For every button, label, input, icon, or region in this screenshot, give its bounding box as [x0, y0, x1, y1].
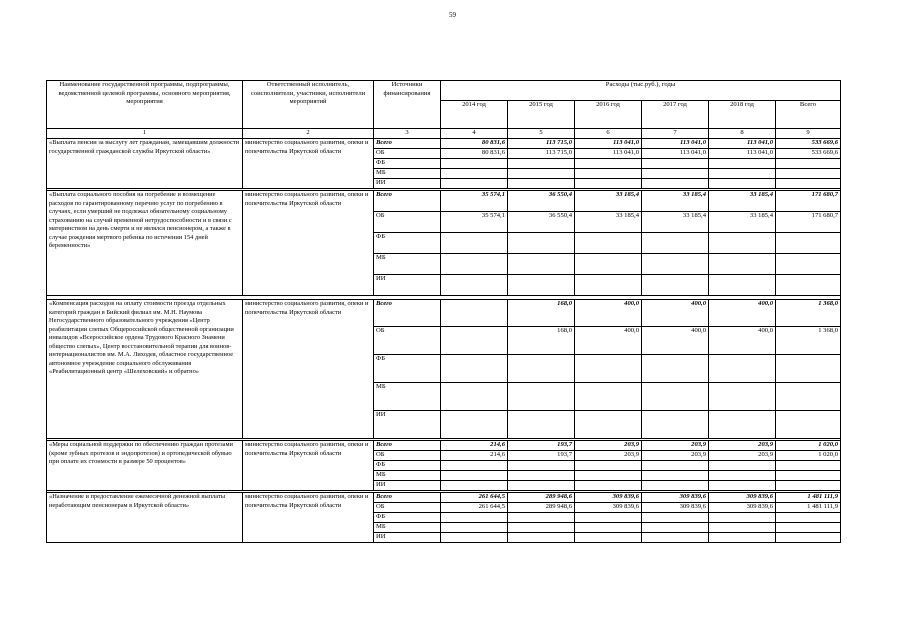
year-value	[642, 461, 709, 471]
year-value	[575, 523, 642, 533]
year-value	[441, 523, 508, 533]
year-value	[575, 159, 642, 169]
column-number: 2	[243, 129, 374, 139]
funding-source: МБ	[374, 523, 441, 533]
year-value	[508, 533, 575, 543]
funding-source: ИИ	[374, 481, 441, 491]
year-value: 203,9	[709, 441, 776, 451]
year-value	[441, 179, 508, 189]
year-value: 36 550,4	[508, 212, 575, 233]
year-value	[508, 254, 575, 275]
year-value	[642, 523, 709, 533]
table-row	[47, 300, 841, 327]
year-value: 35 574,1	[441, 212, 508, 233]
header-year: 2017 год	[642, 101, 709, 129]
total-value	[776, 179, 841, 189]
funding-source: Всего	[374, 441, 441, 451]
year-value: 203,9	[709, 451, 776, 461]
total-value	[776, 169, 841, 179]
funding-source: МБ	[374, 383, 441, 411]
year-value	[441, 159, 508, 169]
year-value	[709, 355, 776, 383]
year-value: 289 948,6	[508, 503, 575, 513]
total-value: 1 368,0	[776, 300, 841, 327]
year-value	[441, 471, 508, 481]
total-value	[776, 254, 841, 275]
activity-responsible: министерство социального развития, опеки и попечительства Иркутской области	[243, 441, 374, 491]
total-value: 1 481 111,9	[776, 493, 841, 503]
year-value: 261 644,5	[441, 493, 508, 503]
year-value	[441, 355, 508, 383]
total-value	[776, 411, 841, 439]
year-value: 80 831,6	[441, 139, 508, 149]
total-value: 533 669,6	[776, 139, 841, 149]
funding-source: Всего	[374, 300, 441, 327]
year-value: 113 041,0	[642, 149, 709, 159]
year-value	[709, 513, 776, 523]
funding-source: ИИ	[374, 179, 441, 189]
year-value: 33 185,4	[642, 191, 709, 212]
year-value: 168,0	[508, 327, 575, 355]
year-value	[709, 179, 776, 189]
funding-source: ИИ	[374, 533, 441, 543]
expenses-table	[46, 80, 841, 543]
year-value	[575, 471, 642, 481]
activity-name: «Выплата пенсии за выслугу лет гражданам, замещавшим должности государственной гражданской службы Иркутской области»	[47, 139, 243, 189]
total-value	[776, 355, 841, 383]
year-value	[709, 275, 776, 296]
funding-source: Всего	[374, 191, 441, 212]
total-value	[776, 159, 841, 169]
activity-name: «Назначение и предоставление ежемесячной денежной выплаты неработающим пенсионерам в Иркутской области»	[47, 493, 243, 543]
year-value: 400,0	[709, 300, 776, 327]
funding-source: ОБ	[374, 149, 441, 159]
total-value: 171 680,7	[776, 212, 841, 233]
total-value: 1 481 111,9	[776, 503, 841, 513]
year-value: 113 041,0	[575, 149, 642, 159]
year-value: 33 185,4	[575, 191, 642, 212]
total-value	[776, 275, 841, 296]
year-value	[575, 254, 642, 275]
total-value	[776, 471, 841, 481]
year-value	[642, 411, 709, 439]
year-value: 309 839,6	[575, 503, 642, 513]
total-value	[776, 383, 841, 411]
year-value	[642, 275, 709, 296]
year-value: 33 185,4	[642, 212, 709, 233]
year-value	[709, 411, 776, 439]
year-value	[642, 233, 709, 254]
page-number: 59	[449, 11, 456, 19]
activity-name: «Компенсация расходов на оплату стоимости проезда отдельных категорий граждан в Бийский филиал им. М.Н. Наумова Негосударственного образовательного учреждения «Центр реабилитации слепых Общероссийской общественной организации инвалидов «Всероссийское ордена Трудового Красного Знамени общество слепых», Центр восстановительной терапии для воинов-интернационалистов им. М.А. Лиходея, областное государственное автономное учреждение социального обслуживания «Реабилитационный центр «Шелеховский» и обратно»	[47, 300, 243, 439]
header-year: 2015 год	[508, 101, 575, 129]
year-value	[441, 169, 508, 179]
year-value	[642, 481, 709, 491]
year-value	[709, 383, 776, 411]
year-value: 309 839,6	[709, 493, 776, 503]
year-value: 309 839,6	[642, 493, 709, 503]
year-value: 203,9	[575, 451, 642, 461]
year-value	[575, 481, 642, 491]
year-value	[642, 471, 709, 481]
column-number: 4	[441, 129, 508, 139]
table-row	[47, 493, 841, 503]
funding-source: ФБ	[374, 159, 441, 169]
column-number: 7	[642, 129, 709, 139]
year-value: 289 948,6	[508, 493, 575, 503]
activity-responsible: министерство социального развития, опеки и попечительства Иркутской области	[243, 191, 374, 296]
year-value	[642, 159, 709, 169]
year-value	[441, 327, 508, 355]
year-value	[575, 179, 642, 189]
year-value	[508, 461, 575, 471]
activity-name: «Выплата социального пособия на погребение и возмещение расходов по гарантированному перечню услуг по погребению в случаях, если умерший не подлежал обязательному социальному страхованию на случай временной нетрудоспособности и в связи с материнством на день смерти и не являлся пенсионером, а также в случае рождения мертвого ребенка по истечении 154 дней беременности»	[47, 191, 243, 296]
year-value	[508, 411, 575, 439]
year-value	[508, 513, 575, 523]
header-source-column: Источники финансирования	[374, 81, 441, 129]
total-value	[776, 523, 841, 533]
year-value	[642, 169, 709, 179]
year-value: 33 185,4	[575, 212, 642, 233]
column-numbers-row	[47, 129, 841, 139]
year-value	[575, 411, 642, 439]
year-value	[441, 233, 508, 254]
table-row	[47, 191, 841, 212]
year-value: 168,0	[508, 300, 575, 327]
year-value	[441, 533, 508, 543]
year-value: 261 644,5	[441, 503, 508, 513]
year-value: 36 550,4	[508, 191, 575, 212]
header-year: 2014 год	[441, 101, 508, 129]
year-value	[642, 383, 709, 411]
year-value	[508, 233, 575, 254]
year-value	[709, 533, 776, 543]
year-value: 309 839,6	[642, 503, 709, 513]
year-value: 33 185,4	[709, 191, 776, 212]
funding-source: МБ	[374, 471, 441, 481]
year-value	[441, 513, 508, 523]
year-value: 309 839,6	[575, 493, 642, 503]
year-value	[508, 159, 575, 169]
year-value	[575, 275, 642, 296]
total-value	[776, 233, 841, 254]
year-value	[642, 513, 709, 523]
year-value	[441, 275, 508, 296]
year-value	[642, 355, 709, 383]
year-value: 400,0	[642, 300, 709, 327]
year-value: 400,0	[709, 327, 776, 355]
activity-responsible: министерство социального развития, опеки и попечительства Иркутской области	[243, 493, 374, 543]
year-value	[709, 254, 776, 275]
header-name-column: Наименование государственной программы, подпрограммы, ведомственной целевой программы, основного мероприятия, мероприятия	[47, 81, 243, 129]
total-value	[776, 513, 841, 523]
year-value: 309 839,6	[709, 503, 776, 513]
year-value	[575, 169, 642, 179]
total-value: 1 020,0	[776, 441, 841, 451]
column-number: 5	[508, 129, 575, 139]
year-value	[441, 461, 508, 471]
year-value	[508, 169, 575, 179]
funding-source: ОБ	[374, 212, 441, 233]
column-number: 9	[776, 129, 841, 139]
year-value: 400,0	[575, 300, 642, 327]
year-value: 113 041,0	[709, 139, 776, 149]
total-value: 171 680,7	[776, 191, 841, 212]
table-row	[47, 441, 841, 451]
year-value	[709, 159, 776, 169]
year-value: 203,9	[642, 451, 709, 461]
year-value	[441, 383, 508, 411]
year-value: 33 185,4	[709, 212, 776, 233]
year-value	[642, 533, 709, 543]
activity-name: «Меры социальной поддержки по обеспечению граждан протезами (кроме зубных протезов и эндопротезов) и ортопедической обувью при оплате их стоимости в размере 50 процентов»	[47, 441, 243, 491]
year-value	[508, 179, 575, 189]
header-year: 2016 год	[575, 101, 642, 129]
year-value	[575, 513, 642, 523]
year-value	[508, 471, 575, 481]
year-value: 113 041,0	[575, 139, 642, 149]
year-value	[575, 533, 642, 543]
table-row	[47, 139, 841, 149]
year-value: 193,7	[508, 441, 575, 451]
year-value: 400,0	[642, 327, 709, 355]
year-value: 113 715,0	[508, 139, 575, 149]
total-value	[776, 481, 841, 491]
year-value	[441, 481, 508, 491]
year-value	[508, 355, 575, 383]
year-value	[709, 461, 776, 471]
year-value	[575, 383, 642, 411]
activity-responsible: министерство социального развития, опеки и попечительства Иркутской области	[243, 300, 374, 439]
funding-source: МБ	[374, 169, 441, 179]
total-value	[776, 461, 841, 471]
funding-source: ИИ	[374, 411, 441, 439]
year-value	[508, 383, 575, 411]
year-value: 400,0	[575, 327, 642, 355]
year-value	[709, 471, 776, 481]
year-value	[441, 254, 508, 275]
header-expenses: Расходы (тыс.руб.), годы	[441, 81, 841, 101]
year-value: 113 715,0	[508, 149, 575, 159]
column-number: 8	[709, 129, 776, 139]
funding-source: ИИ	[374, 275, 441, 296]
year-value	[575, 461, 642, 471]
year-value	[508, 275, 575, 296]
funding-source: ФБ	[374, 355, 441, 383]
funding-source: ОБ	[374, 503, 441, 513]
year-value	[441, 411, 508, 439]
column-number: 6	[575, 129, 642, 139]
year-value	[642, 179, 709, 189]
funding-source: ФБ	[374, 461, 441, 471]
funding-source: ОБ	[374, 451, 441, 461]
year-value	[709, 169, 776, 179]
year-value	[642, 254, 709, 275]
year-value	[441, 300, 508, 327]
header-responsible-column: Ответственный исполнитель, соисполнители, участники, исполнители мероприятий	[243, 81, 374, 129]
year-value: 35 574,1	[441, 191, 508, 212]
year-value: 214,6	[441, 451, 508, 461]
total-value: 1 020,0	[776, 451, 841, 461]
header-total: Всего	[776, 101, 841, 129]
year-value: 113 041,0	[642, 139, 709, 149]
year-value	[508, 481, 575, 491]
total-value: 533 669,6	[776, 149, 841, 159]
year-value	[575, 233, 642, 254]
year-value: 80 831,6	[441, 149, 508, 159]
total-value	[776, 533, 841, 543]
funding-source: Всего	[374, 493, 441, 503]
year-value: 193,7	[508, 451, 575, 461]
year-value	[575, 355, 642, 383]
year-value: 203,9	[575, 441, 642, 451]
year-value	[709, 523, 776, 533]
total-value: 1 368,0	[776, 327, 841, 355]
header-year: 2018 год	[709, 101, 776, 129]
activity-responsible: министерство социального развития, опеки и попечительства Иркутской области	[243, 139, 374, 189]
column-number: 1	[47, 129, 243, 139]
funding-source: МБ	[374, 254, 441, 275]
funding-source: ФБ	[374, 233, 441, 254]
funding-source: ФБ	[374, 513, 441, 523]
funding-source: ОБ	[374, 327, 441, 355]
column-number: 3	[374, 129, 441, 139]
year-value	[709, 481, 776, 491]
funding-source: Всего	[374, 139, 441, 149]
year-value: 113 041,0	[709, 149, 776, 159]
year-value	[508, 523, 575, 533]
year-value	[709, 233, 776, 254]
year-value: 203,9	[642, 441, 709, 451]
year-value: 214,6	[441, 441, 508, 451]
